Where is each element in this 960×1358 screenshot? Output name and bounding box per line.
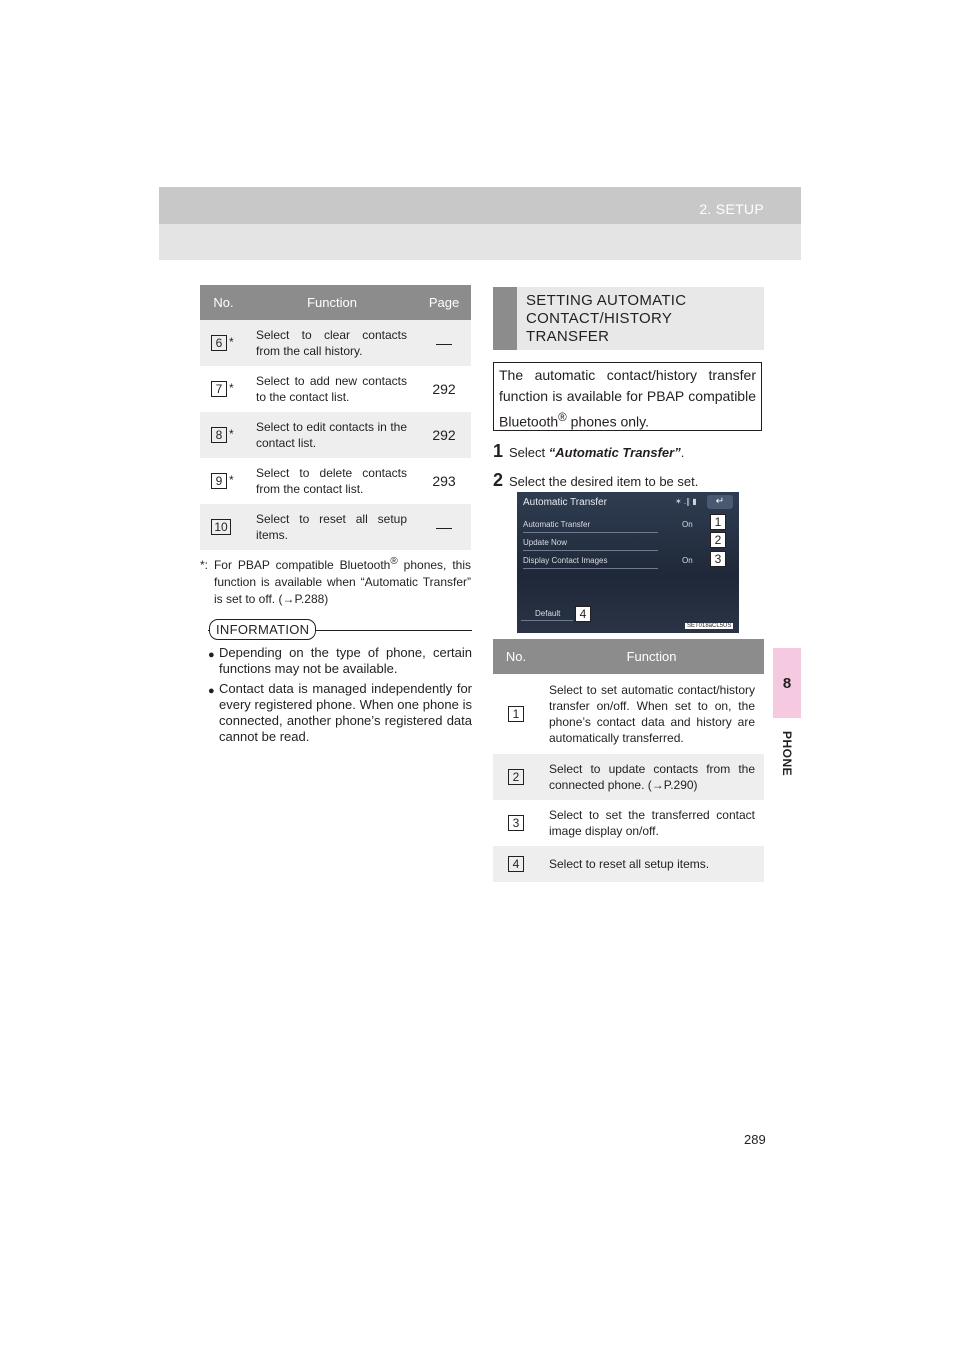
information-item [208,681,472,745]
information-item [208,645,472,677]
availability-note [493,362,762,431]
default-button[interactable]: Default [521,606,573,621]
item-number-box: 4 [508,856,524,872]
step-number: 1 [493,441,504,461]
information-text: Contact data is managed independently for every registered phone. When one phone is connected, another phone’s registered data cannot be read. [219,681,472,744]
information-text: Depending on the type of phone, certain functions may not be available. [219,645,472,676]
function-description: Select to reset all setup items. [247,504,417,550]
function-description: Select to set the transferred contact image display on/off. [539,800,764,846]
function-description: Select to delete contacts from the contact list. [247,458,417,504]
page-reference: 292 [417,412,471,458]
display-contact-images-item[interactable] [523,554,658,569]
step-2 [493,470,698,491]
no-page-dash [436,344,452,345]
registered-mark: ® [558,411,567,424]
automatic-transfer-screen [517,492,739,633]
step-1 [493,441,684,462]
item-number-box: 8 [211,427,227,443]
section-heading-bar [493,287,517,350]
page-reference: 292 [417,366,471,412]
function-description: Select to edit contacts in the contact list. [247,412,417,458]
table-row [200,412,471,458]
footnote-star: * [229,427,234,441]
header-no: No. [200,285,247,320]
table-row [493,674,764,754]
update-now-item[interactable] [523,536,658,551]
step-number: 2 [493,470,504,490]
bullet-icon: ● [208,685,215,697]
note-text-a: The automatic contact/history transfer function is available for PBAP compatible Bluetooth [499,367,756,430]
information-list [208,645,472,749]
function-description: Select to update contacts from the connected phone. (→P.290) [539,754,764,800]
right-function-table [493,639,764,882]
chapter-number: 8 [782,674,792,692]
note-text-b: phones only. [566,413,650,430]
step-suffix: . [680,445,685,460]
bullet-icon: ● [208,649,215,661]
section-title: 2. SETUP [699,201,764,217]
step-prefix: Select [509,445,549,460]
footnote-star: * [229,473,234,487]
item-number-box: 3 [508,815,524,831]
page-number: 289 [744,1132,766,1147]
screen-title: Automatic Transfer [523,497,607,508]
header-page: Page [417,285,471,320]
function-description: Select to add new contacts to the contact list. [247,366,417,412]
item-label: Automatic Transfer [523,520,591,529]
table-row [200,366,471,412]
callout-1: 1 [710,514,726,530]
footnote-star: * [229,335,234,349]
table-row [200,504,471,550]
table-row [493,754,764,800]
item-number-box: 9 [211,473,227,489]
page-reference [417,320,471,366]
table-row [493,800,764,846]
step-emphasis: “Automatic Transfer” [548,445,681,460]
registered-mark: ® [390,556,398,567]
chapter-tab [773,648,801,718]
no-page-dash [436,528,452,529]
status-icons: ✶ .∥ ▮ [675,497,697,506]
automatic-transfer-item[interactable] [523,518,658,533]
automatic-transfer-value: On [682,520,693,529]
section-heading [493,287,764,350]
function-description: Select to clear contacts from the call history. [247,320,417,366]
display-contact-images-value: On [682,556,693,565]
left-function-table [200,285,471,550]
table-row [200,320,471,366]
item-number-box: 2 [508,769,524,785]
header-no: No. [493,639,539,674]
step-text: Select the desired item to be set. [509,474,699,489]
page-reference [417,504,471,550]
callout-2: 2 [710,532,726,548]
image-code: SET018aCL5US [687,623,732,629]
item-number-box: 10 [211,519,231,535]
function-description: Select to reset all setup items. [539,846,764,882]
footnote-text-b: phones, this function is available when “Automatic Transfer” is set to off. (→P.288) [214,558,471,606]
footnote-text-a: *: For PBAP compatible Bluetooth [200,558,391,572]
callout-4: 4 [575,606,591,622]
item-label: Update Now [523,538,568,547]
section-heading-text: SETTING AUTOMATIC CONTACT/HISTORY TRANSFER [526,292,687,345]
footnote-star: * [229,381,234,395]
page-reference: 293 [417,458,471,504]
header-sub-band [159,224,801,260]
function-description: Select to set automatic contact/history transfer on/off. When set to on, the phone’s contact data and history are automatically transferred. [539,674,764,754]
item-number-box: 6 [211,335,227,351]
chapter-label: PHONE [780,731,794,777]
header-function: Function [247,285,417,320]
footnote [200,553,471,608]
header-function: Function [539,639,764,674]
callout-3: 3 [710,551,726,567]
back-button[interactable]: ↵ [707,495,733,509]
item-label: Display Contact Images [523,556,608,565]
table-row [200,458,471,504]
item-number-box: 7 [211,381,227,397]
table-row [493,846,764,882]
information-title: INFORMATION [209,619,316,640]
item-number-box: 1 [508,706,524,722]
